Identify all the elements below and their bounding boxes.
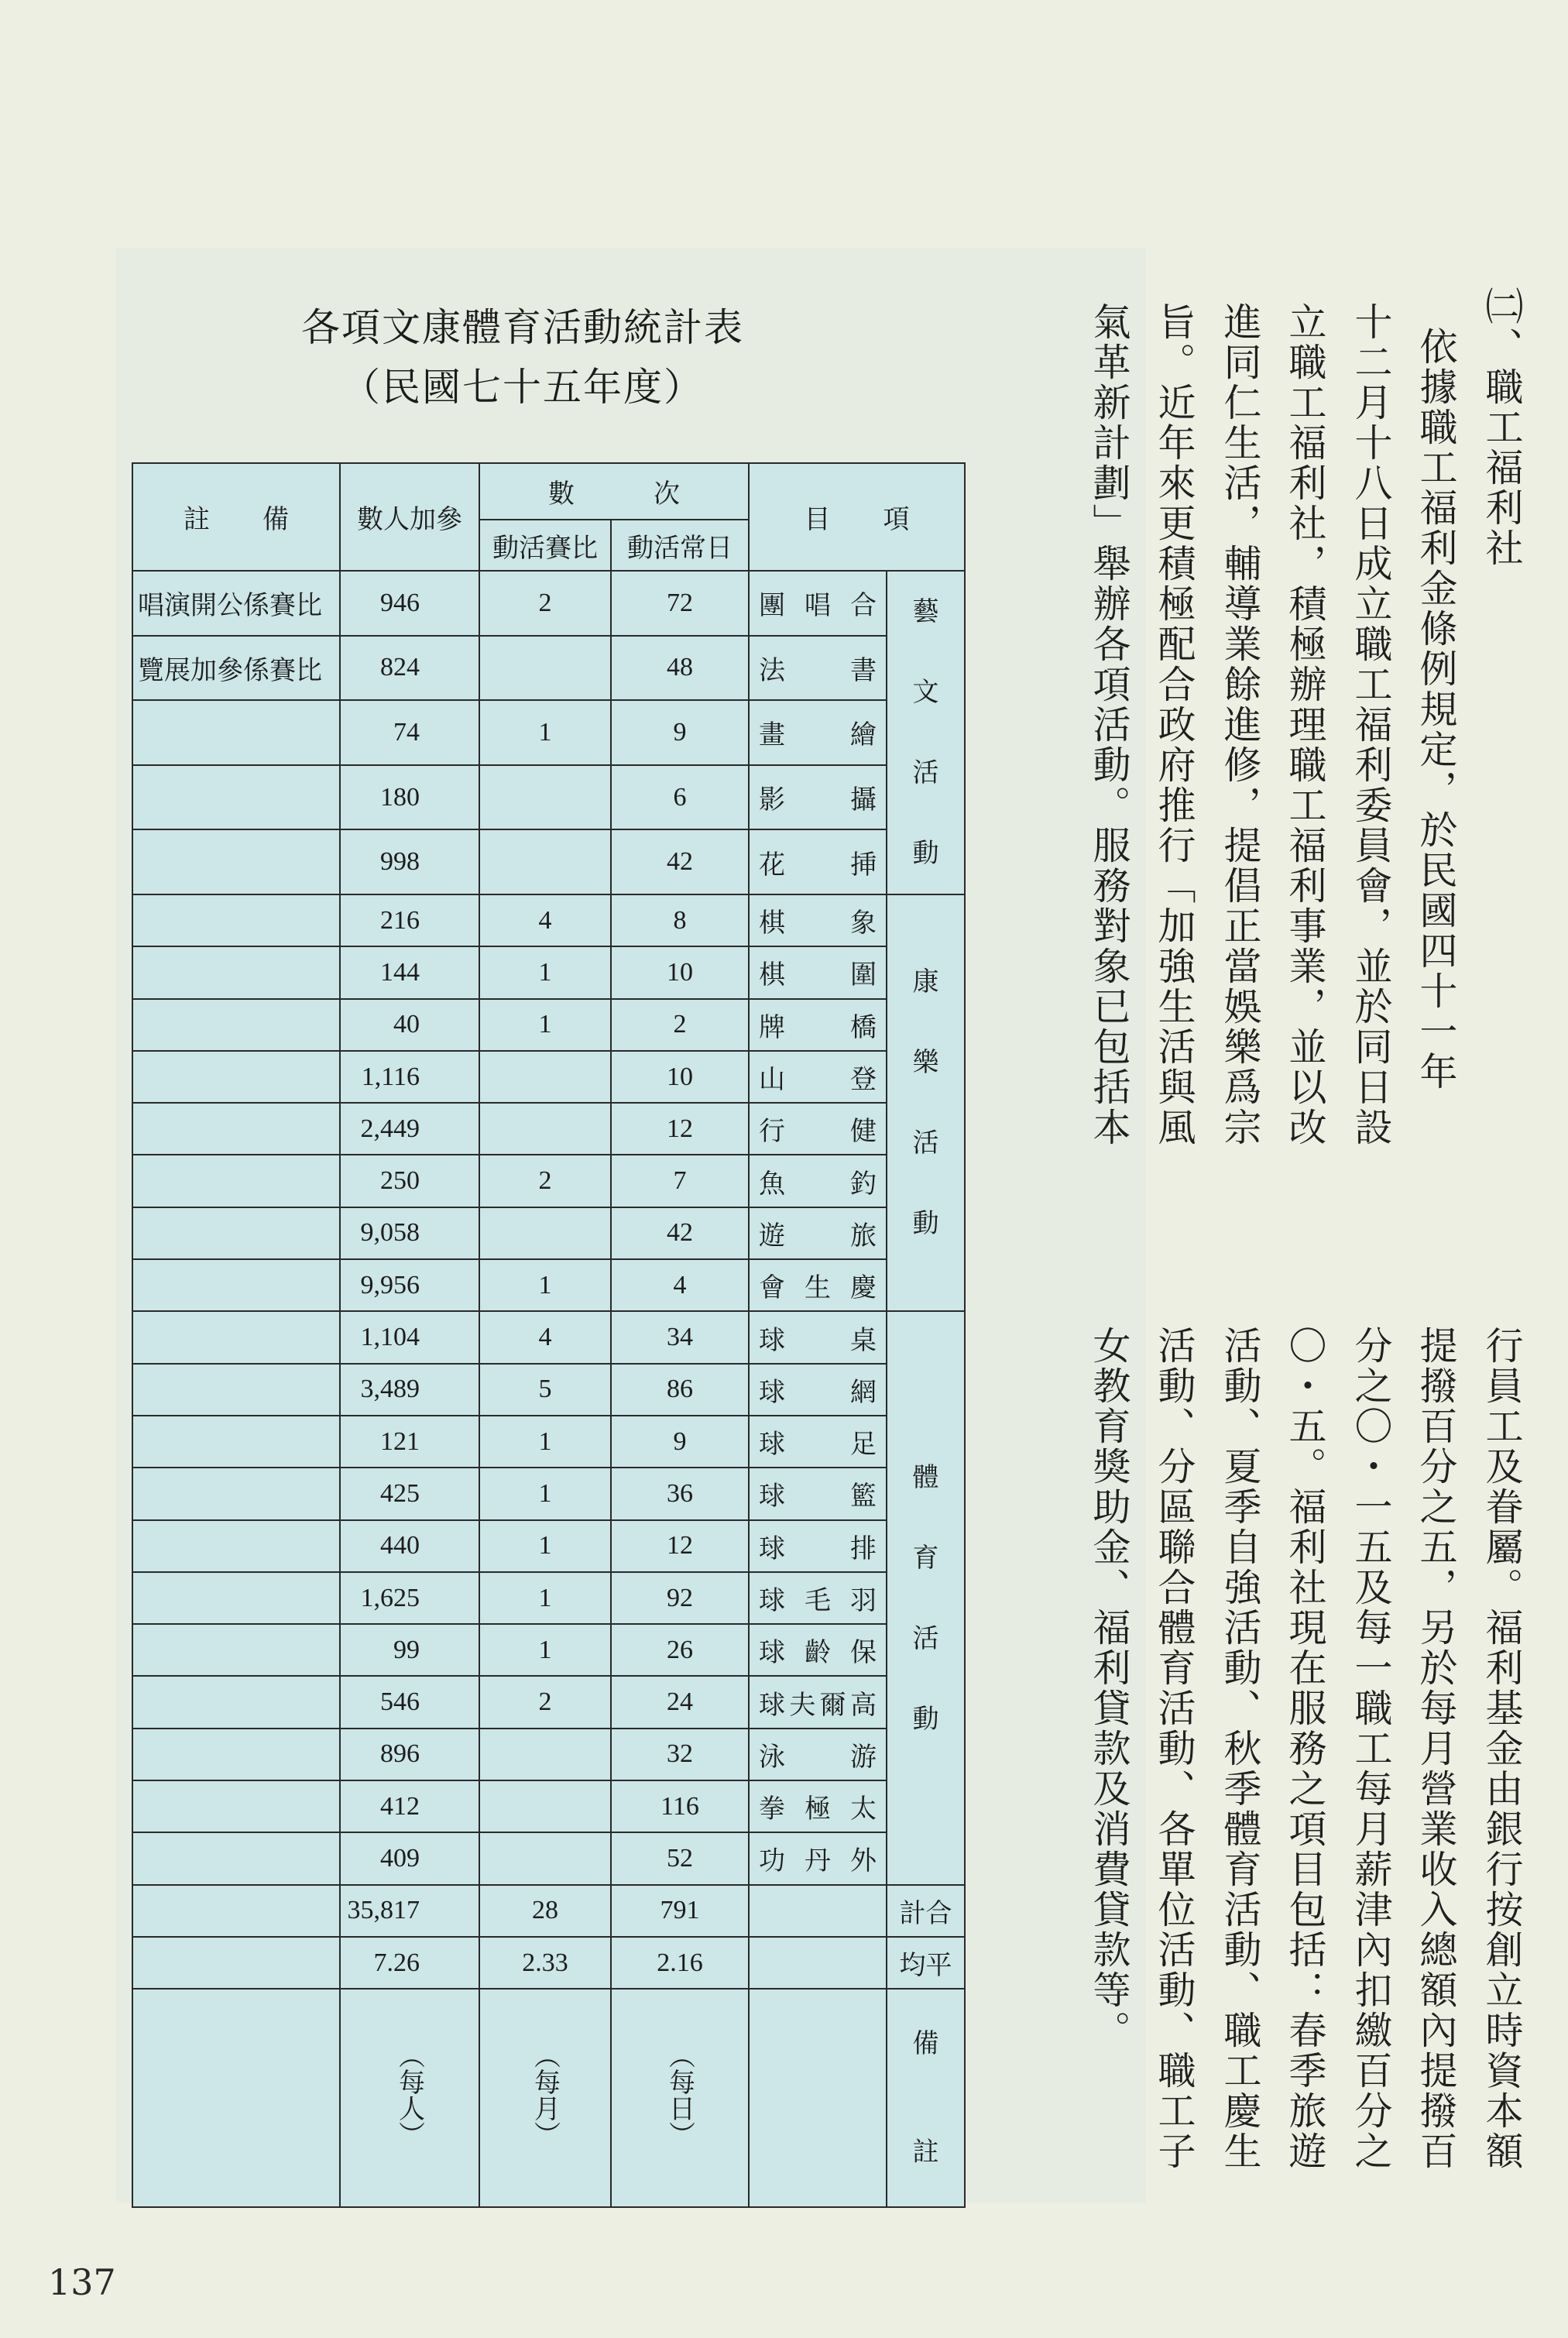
category-char: 活 [912, 757, 939, 788]
row-item: 泳游 [749, 1729, 887, 1780]
averages-participants: 7.26 [340, 1937, 479, 1989]
row-item: 球籃 [749, 1468, 887, 1519]
row-item: 花挿 [749, 829, 887, 894]
category-char: 動 [912, 838, 939, 869]
remarks-label [887, 1989, 965, 2207]
row-note [132, 1572, 340, 1624]
text-column: 分之〇・一五及每一職工每月薪津內扣繳百分之 [1349, 1326, 1393, 2171]
header-daily: 動活常日 [611, 520, 749, 571]
table-row [132, 1780, 965, 1832]
category-char: 藝 [912, 596, 939, 627]
text-column: 進同仁生活，輔導業餘進修，提倡正當娛樂爲宗 [1218, 302, 1262, 1148]
row-note [132, 1676, 340, 1728]
row-daily: 42 [611, 829, 749, 894]
row-note: 覽展加參係賽比 [132, 636, 340, 701]
row-daily: 72 [611, 571, 749, 636]
row-competition [479, 1729, 611, 1780]
row-daily: 7 [611, 1155, 749, 1207]
row-note [132, 1103, 340, 1155]
row-competition [479, 1780, 611, 1832]
text-column: 活動、夏季自強活動、秋季體育活動、職工慶生 [1218, 1326, 1262, 2171]
table-row [132, 1832, 965, 1884]
row-daily: 6 [611, 765, 749, 830]
row-participants: 896 [340, 1729, 479, 1780]
row-participants: 546 [340, 1676, 479, 1728]
row-note [132, 700, 340, 765]
unit-daily: （每日） [664, 2041, 695, 2147]
table-row [132, 1729, 965, 1780]
row-note [132, 1780, 340, 1832]
row-note [132, 1416, 340, 1468]
row-participants: 412 [340, 1780, 479, 1832]
category-char: 活 [912, 1622, 939, 1654]
table-row [132, 829, 965, 894]
row-participants: 74 [340, 700, 479, 765]
totals-competition: 28 [479, 1885, 611, 1937]
row-note [132, 765, 340, 830]
row-daily: 4 [611, 1259, 749, 1311]
unit-participants: （每人） [393, 2041, 425, 2147]
averages-note [132, 1937, 340, 1989]
units-note [132, 1989, 340, 2207]
table-row [132, 1103, 965, 1155]
row-daily: 116 [611, 1780, 749, 1832]
category-arts [887, 571, 965, 894]
text-column: 氣革新計劃」舉辦各項活動。服務對象已包括本 [1087, 302, 1131, 1148]
row-competition: 1 [479, 946, 611, 998]
category-recreation [887, 894, 965, 1311]
row-participants: 9,058 [340, 1207, 479, 1259]
units-item [749, 1989, 887, 2207]
row-participants: 144 [340, 946, 479, 998]
row-competition [479, 1832, 611, 1884]
row-competition: 1 [479, 1572, 611, 1624]
row-competition: 4 [479, 894, 611, 946]
header-notes: 註 備 [132, 463, 340, 571]
row-note [132, 1207, 340, 1259]
row-participants: 250 [340, 1155, 479, 1207]
row-participants: 216 [340, 894, 479, 946]
row-item: 團唱合 [749, 571, 887, 636]
row-competition: 2 [479, 1155, 611, 1207]
text-column: 活動、分區聯合體育活動、各單位活動、職工子 [1152, 1326, 1196, 2171]
row-competition: 2 [479, 1676, 611, 1728]
table-title: 各項文康體育活動統計表 [301, 305, 744, 350]
row-competition: 1 [479, 1259, 611, 1311]
row-participants: 998 [340, 829, 479, 894]
averages-competition: 2.33 [479, 1937, 611, 1989]
row-competition [479, 1207, 611, 1259]
row-competition [479, 1051, 611, 1103]
row-item: 遊旅 [749, 1207, 887, 1259]
row-competition: 1 [479, 1468, 611, 1519]
table-row [132, 1051, 965, 1103]
row-competition: 1 [479, 1624, 611, 1676]
row-daily: 86 [611, 1364, 749, 1416]
unit-competition-cell [479, 1989, 611, 2207]
row-item: 行健 [749, 1103, 887, 1155]
row-item: 球網 [749, 1364, 887, 1416]
table-row [132, 946, 965, 998]
row-participants: 1,625 [340, 1572, 479, 1624]
row-item: 球夫爾高 [749, 1676, 887, 1728]
totals-note [132, 1885, 340, 1937]
row-item: 功丹外 [749, 1832, 887, 1884]
row-daily: 36 [611, 1468, 749, 1519]
totals-row [132, 1885, 965, 1937]
row-competition: 1 [479, 1520, 611, 1572]
category-char: 活 [912, 1128, 939, 1159]
category-sports [887, 1311, 965, 1884]
row-daily: 32 [611, 1729, 749, 1780]
table-row [132, 1624, 965, 1676]
remarks-char: 備 [912, 2028, 939, 2060]
row-item: 山登 [749, 1051, 887, 1103]
row-participants: 2,449 [340, 1103, 479, 1155]
unit-competition: （每月） [529, 2041, 561, 2147]
text-column: 立職工福利社，積極辦理職工福利事業，並以改 [1283, 302, 1327, 1148]
category-char: 體 [912, 1461, 939, 1493]
row-competition: 5 [479, 1364, 611, 1416]
row-participants: 440 [340, 1520, 479, 1572]
totals-item [749, 1885, 887, 1937]
row-daily: 26 [611, 1624, 749, 1676]
row-note [132, 1624, 340, 1676]
row-item: 牌橋 [749, 999, 887, 1051]
row-competition: 1 [479, 1416, 611, 1468]
header-participants: 數人加參 [340, 463, 479, 571]
row-item: 球毛羽 [749, 1572, 887, 1624]
table-row [132, 700, 965, 765]
row-note [132, 1155, 340, 1207]
row-daily: 24 [611, 1676, 749, 1728]
row-note [132, 894, 340, 946]
row-note [132, 1364, 340, 1416]
row-note [132, 1259, 340, 1311]
category-char: 康 [912, 966, 939, 998]
row-note [132, 946, 340, 998]
table-row [132, 571, 965, 636]
row-item: 棋圍 [749, 946, 887, 998]
averages-daily: 2.16 [611, 1937, 749, 1989]
averages-label: 均平 [887, 1937, 965, 1989]
row-participants: 1,104 [340, 1311, 479, 1363]
row-item: 影攝 [749, 765, 887, 830]
row-daily: 10 [611, 1051, 749, 1103]
category-char: 文 [912, 677, 939, 708]
table-row [132, 1155, 965, 1207]
row-item: 拳極太 [749, 1780, 887, 1832]
row-daily: 34 [611, 1311, 749, 1363]
header-item: 目 項 [749, 463, 965, 571]
row-item: 球足 [749, 1416, 887, 1468]
text-column: 旨。近年來更積極配合政府推行「加強生活與風 [1152, 302, 1196, 1148]
row-competition: 1 [479, 999, 611, 1051]
table-row [132, 1468, 965, 1519]
units-row [132, 1989, 965, 2207]
row-note [132, 999, 340, 1051]
row-daily: 52 [611, 1832, 749, 1884]
averages-item [749, 1937, 887, 1989]
row-item: 法書 [749, 636, 887, 701]
row-note: 唱演開公係賽比 [132, 571, 340, 636]
row-participants: 99 [340, 1624, 479, 1676]
text-column: 女教育獎助金、福利貸款及消費貸款等。 [1087, 1326, 1131, 2051]
row-daily: 9 [611, 700, 749, 765]
row-daily: 12 [611, 1520, 749, 1572]
row-participants: 1,116 [340, 1051, 479, 1103]
text-column: 行員工及眷屬。福利基金由銀行按創立時資本額 [1480, 1326, 1524, 2171]
header-count-group: 數 次 [479, 463, 749, 520]
row-daily: 48 [611, 636, 749, 701]
row-participants: 946 [340, 571, 479, 636]
row-daily: 2 [611, 999, 749, 1051]
row-participants: 121 [340, 1416, 479, 1468]
page-number: 137 [48, 2261, 116, 2303]
row-item: 魚釣 [749, 1155, 887, 1207]
averages-row [132, 1937, 965, 1989]
row-note [132, 1832, 340, 1884]
totals-daily: 791 [611, 1885, 749, 1937]
text-column: 十二月十八日成立職工福利委員會，並於同日設 [1349, 302, 1393, 1148]
row-participants: 180 [340, 765, 479, 830]
row-competition: 4 [479, 1311, 611, 1363]
row-participants: 9,956 [340, 1259, 479, 1311]
row-competition: 2 [479, 571, 611, 636]
table-row [132, 1364, 965, 1416]
row-daily: 8 [611, 894, 749, 946]
table-row [132, 1311, 965, 1363]
row-competition [479, 636, 611, 701]
row-daily: 92 [611, 1572, 749, 1624]
row-note [132, 1468, 340, 1519]
row-daily: 10 [611, 946, 749, 998]
row-competition [479, 1103, 611, 1155]
row-daily: 9 [611, 1416, 749, 1468]
totals-label: 計合 [887, 1885, 965, 1937]
totals-participants: 35,817 [340, 1885, 479, 1937]
row-item: 會生慶 [749, 1259, 887, 1311]
activity-statistics-table [132, 462, 966, 2208]
row-item: 球桌 [749, 1311, 887, 1363]
table-row [132, 1207, 965, 1259]
table-row [132, 894, 965, 946]
row-participants: 409 [340, 1832, 479, 1884]
row-item: 棋象 [749, 894, 887, 946]
row-participants: 3,489 [340, 1364, 479, 1416]
row-note [132, 1729, 340, 1780]
row-item: 球齡保 [749, 1624, 887, 1676]
row-daily: 12 [611, 1103, 749, 1155]
row-note [132, 1051, 340, 1103]
table-row [132, 1572, 965, 1624]
row-competition [479, 765, 611, 830]
row-note [132, 829, 340, 894]
table-subtitle: （民國七十五年度） [341, 365, 704, 410]
row-competition [479, 829, 611, 894]
table-row [132, 1416, 965, 1468]
text-column: 〇・五。福利社現在服務之項目包括：春季旅遊 [1283, 1326, 1327, 2171]
row-note [132, 1520, 340, 1572]
unit-participants-cell [340, 1989, 479, 2207]
table-row [132, 999, 965, 1051]
remarks-char: 註 [912, 2137, 939, 2168]
category-char: 樂 [912, 1047, 939, 1079]
table-row [132, 765, 965, 830]
category-char: 育 [912, 1542, 939, 1574]
row-participants: 425 [340, 1468, 479, 1519]
row-participants: 40 [340, 999, 479, 1051]
table-row [132, 636, 965, 701]
text-column: 提撥百分之五，另於每月營業收入總額內提撥百 [1414, 1326, 1458, 2171]
row-note [132, 1311, 340, 1363]
text-column: ㈡、職工福利社 [1480, 287, 1524, 568]
table-row [132, 1676, 965, 1728]
header-competition: 動活賽比 [479, 520, 611, 571]
row-daily: 42 [611, 1207, 749, 1259]
category-char: 動 [912, 1703, 939, 1735]
row-competition: 1 [479, 700, 611, 765]
unit-daily-cell [611, 1989, 749, 2207]
row-item: 畫繪 [749, 700, 887, 765]
table-row [132, 1259, 965, 1311]
text-column: 依據職工福利金條例規定，於民國四十一年 [1414, 287, 1458, 1092]
row-participants: 824 [340, 636, 479, 701]
category-char: 動 [912, 1208, 939, 1240]
table-row [132, 1520, 965, 1572]
row-item: 球排 [749, 1520, 887, 1572]
